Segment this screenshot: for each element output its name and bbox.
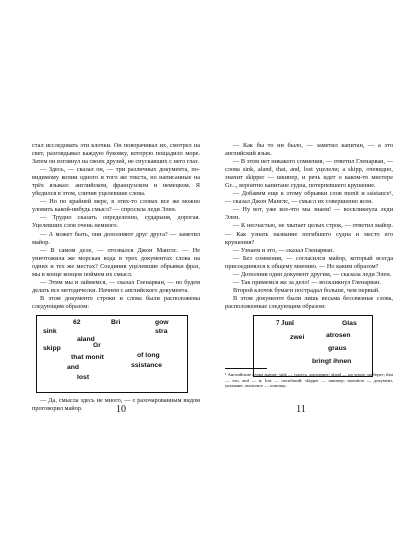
page-number: 10 xyxy=(116,404,126,415)
paragraph: — Добавим еще к этому обрывки слов monit и ssistance¹, — сказал Джон Манглс, — смысл их совершенно ясен. xyxy=(225,190,393,206)
fragment-word: sink xyxy=(43,327,57,335)
paragraph: — Дополнив один документ другим, — сказала леди Элен. xyxy=(233,270,392,278)
paragraph: — В самом деле, — отозвался Джон Манглс. — Не уничтожила же морская вода в трех документах слова на одних и тех же местах? Соединив уцелевшие обрывки фраз, мы в конце концов поймем их смысл. xyxy=(32,246,200,278)
paragraph: В этом документе строки и слова были расположены следующим образом: xyxy=(32,294,200,310)
right-page-text xyxy=(225,142,393,381)
paragraph: В этом документе были лишь весьма бессвязные слова, расположенные следующим образом: xyxy=(225,294,393,310)
fragment-word: bringt ihnen xyxy=(312,357,352,365)
english-document-fragment xyxy=(36,315,188,393)
paragraph: — Так примемся же за дело! — воскликнул Гленарван. xyxy=(233,278,381,286)
fragment-word: atrosen xyxy=(326,331,351,339)
paragraph: — Здесь, — сказал он, — три различных документа, по-видимому копии одного и того же текста, но написанные на трёх языках: английском, французском и немецком. Я убедился в этом, сличив уцелевшие слова. xyxy=(32,166,200,198)
paragraph: — Этим мы и займемся, — сказал Гленарван, — но будем делать все методически. Начнем с английского документа. xyxy=(32,278,200,294)
paragraph: — Без сомнения, — согласился майор, который всегда присоединялся к общему мнению. — Но каким образом? xyxy=(225,254,393,270)
fragment-word: 7 Juni xyxy=(276,319,294,327)
paragraph: — В этом нет никакого сомнения, — ответил Гленарван, — слова sink, aland, that, and, lost уцелели; а skipp, очевидно, значит skipper — шкипер, и речь идет о каком-то мистере Gr..., вероятно капитане судна, потерпевшего крушение. xyxy=(225,158,393,190)
fragment-word: Glas xyxy=(342,319,357,327)
fragment-word: 62 xyxy=(73,318,81,326)
fragment-word: of long xyxy=(137,351,160,359)
fragment-word: zwei xyxy=(290,333,305,341)
fragment-word: that monit xyxy=(71,353,104,361)
fragment-word: skipp xyxy=(43,344,61,352)
paragraph: — Как бы то ни было, — заметил капитан, — а это английский язык. xyxy=(225,142,393,158)
paragraph: — К несчастью, не хватает целых строк, — ответил майор. — Как узнать название погибшего судна и место его крушения? xyxy=(225,222,393,246)
fragment-word: Gr xyxy=(93,341,101,349)
left-page-text xyxy=(32,142,200,413)
paragraph: — Но по крайней мере, в этих-то словах все же можно уловить какой-нибудь смысл? — спросила леди Элен. xyxy=(32,198,200,214)
fragment-word: Bri xyxy=(111,318,121,326)
german-document-fragment xyxy=(253,315,373,377)
page-number: 11 xyxy=(296,404,306,415)
paragraph: Второй клочок бумаги пострадал больше, чем первый. xyxy=(233,286,380,294)
fragment-word: gow xyxy=(155,318,169,326)
right-page xyxy=(208,0,416,555)
paragraph: — Узнаем и это, — сказал Гленарван. xyxy=(233,246,334,254)
paragraph: — Ну вот, уже кое-что мы знаем! — воскликнула леди Элен. xyxy=(225,206,393,222)
fragment-word: aland xyxy=(77,335,95,343)
fragment-word: ssistance xyxy=(131,361,162,369)
paragraph: стал исследовать эти клочки. Он поворачивал их, смотрел на свет, разглядывал каждую буковку, которую пощадило море. Затем он взглянул на своих друзей, не спускавших с него глаз. xyxy=(32,142,200,166)
footnote: ¹ Английские слова значат: sink — тонуть, крушение; aland — на земле, на берег; that — это; and — и; lost — погибший; skipper — шкипер; monition — документ, указание; assistance — помощь. xyxy=(225,372,393,388)
fragment-word: graus xyxy=(328,344,347,352)
fragment-word: lost xyxy=(77,373,90,381)
fragment-word: and xyxy=(67,363,80,371)
footnote-divider xyxy=(225,368,267,369)
paragraph: — Трудно сказать определенно, сударыня, дорогая. Уцелевших слов очень немного. xyxy=(32,214,200,230)
fragment-word: stra xyxy=(155,327,168,335)
paragraph: — А может быть, они дополняют друг друга? — заметил майор. xyxy=(32,230,200,246)
paragraph: — Да, смысла здесь не много, — с разочарованным видом проговорил майор. xyxy=(32,396,200,413)
